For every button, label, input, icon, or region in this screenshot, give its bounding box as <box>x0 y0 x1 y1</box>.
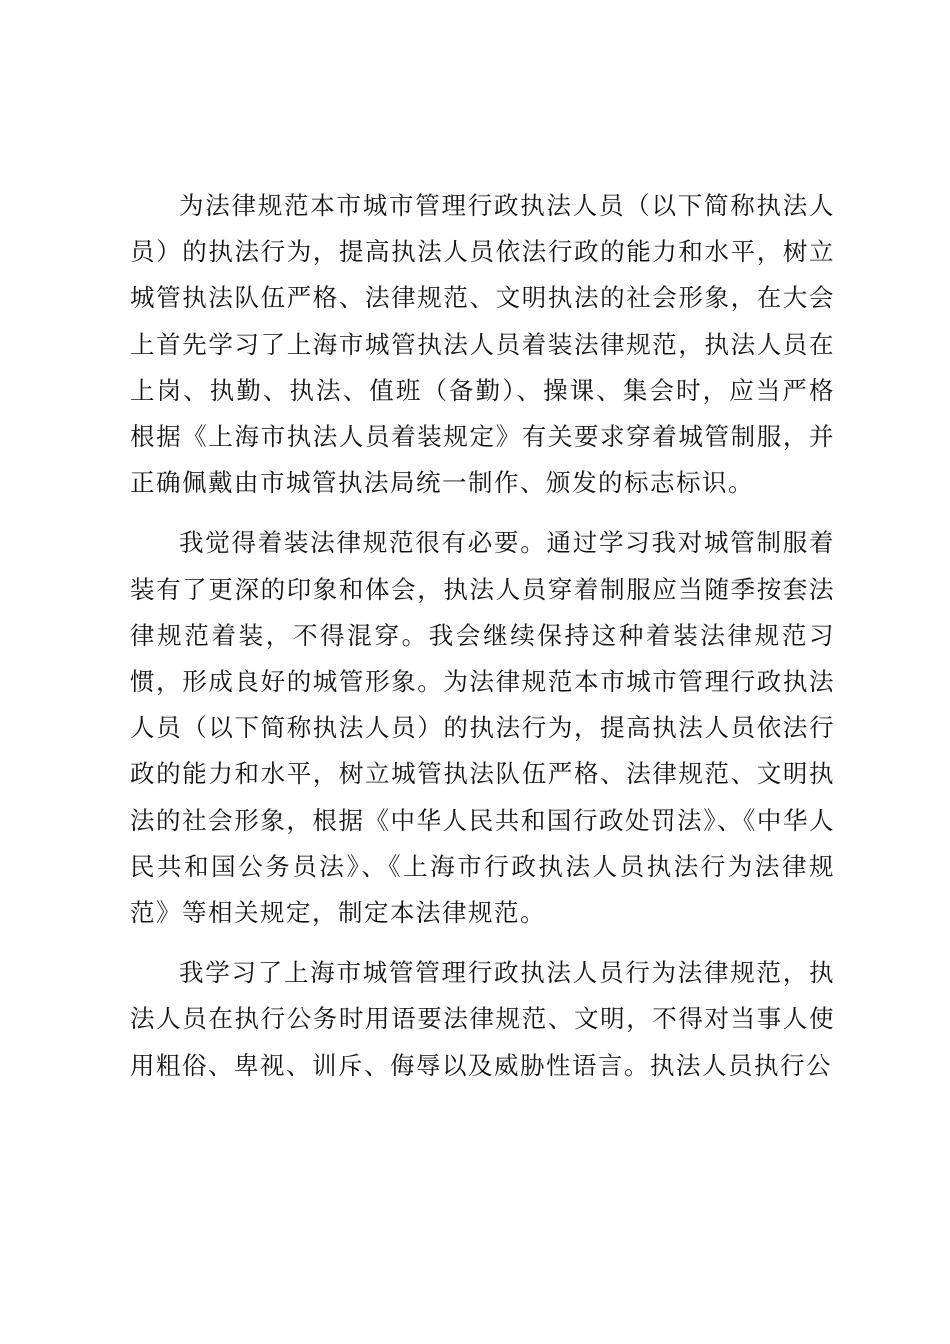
paragraph-2: 我觉得着装法律规范很有必要。通过学习我对城管制服着装有了更深的印象和体会，执法人员穿着制服应当随季按套法律规范着装，不得混穿。我会继续保持这种着装法律规范习惯，形成良好的城管形象。为法律规范本市城市管理行政执法人员（以下简称执法人员）的执法行为，提高执法人员依法行政的能力和水平，树立城管执法队伍严格、法律规范、文明执法的社会形象，根据《中华人民共和国行政处罚法》、《中华人民共和国公务员法》、《上海市行政执法人员执法行为法律规范》等相关规定，制定本法律规范。 <box>130 528 835 928</box>
document-body <box>130 183 835 1103</box>
paragraph-3: 我学习了上海市城管管理行政执法人员行为法律规范，执法人员在执行公务时用语要法律规范、文明，不得对当事人使用粗俗、卑视、训斥、侮辱以及威胁性语言。执法人员执行公 <box>130 958 835 1080</box>
paragraph-1: 为法律规范本市城市管理行政执法人员（以下简称执法人员）的执法行为，提高执法人员依法行政的能力和水平，树立城管执法队伍严格、法律规范、文明执法的社会形象，在大会上首先学习了上海市城管执法人员着装法律规范，执法人员在上岗、执勤、执法、值班（备勤）、操课、集会时，应当严格根据《上海市执法人员着装规定》有关要求穿着城管制服，并正确佩戴由市城管执法局统一制作、颁发的标志标识。 <box>130 191 835 498</box>
